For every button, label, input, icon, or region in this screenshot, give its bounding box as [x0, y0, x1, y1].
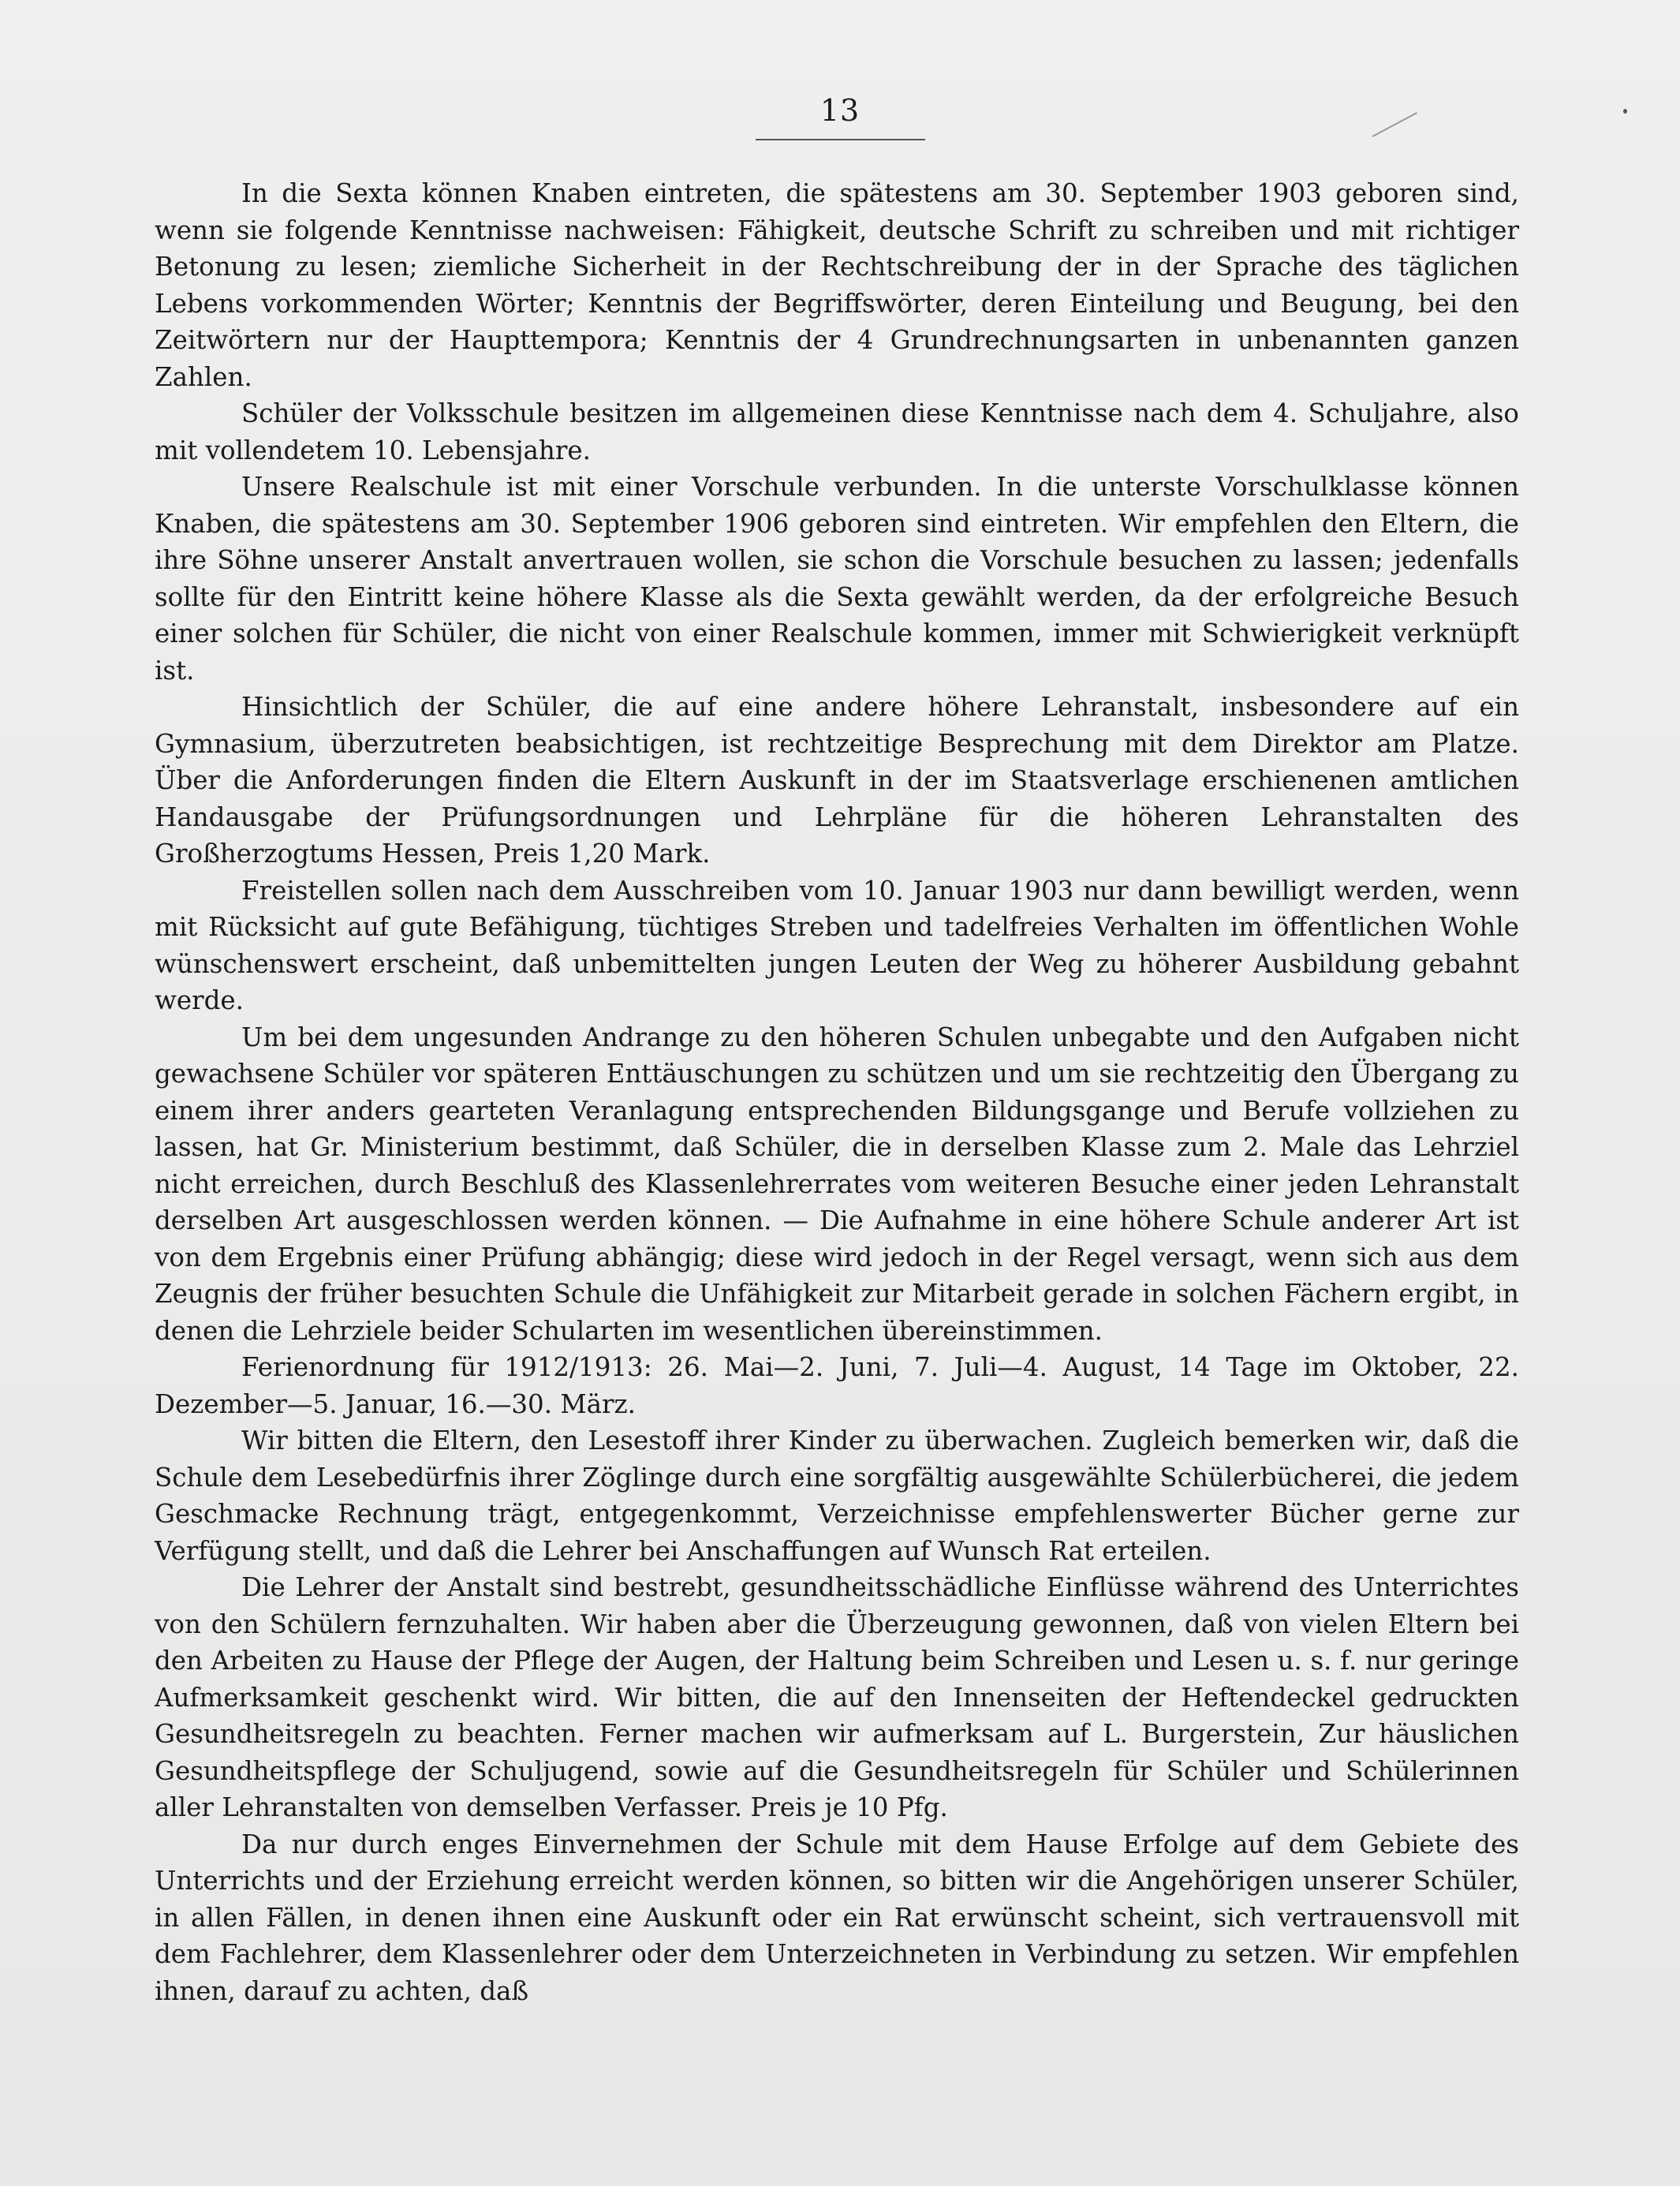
paragraph-gesundheit: Die Lehrer der Anstalt sind bestrebt, gesundheitsschädliche Einflüsse während des Unterrichtes von den Schülern fernzuhalten. Wir haben aber die Überzeugung gewonnen, daß von vielen Eltern bei den Arbeiten zu Hause der Pflege der Augen, der Haltung beim Schreiben und Lesen u. s. f. nur geringe Aufmerksamkeit geschenkt wird. Wir bitten, die auf den Innenseiten der Heftendeckel gedruckten Gesundheitsregeln zu beachten. Ferner machen wir aufmerksam auf L. Burgerstein, Zur häuslichen Gesundheitspflege der Schuljugend, sowie auf die Gesundheitsregeln für Schüler und Schülerinnen aller Lehranstalten von demselben Verfasser. Preis je 10 Pfg.	[155, 1572, 1519, 1822]
paragraph-vorschule: Unsere Realschule ist mit einer Vorschule verbunden. In die unterste Vorschulklasse können Knaben, die spätestens am 30. September 1906 geboren sind eintreten. Wir empfehlen den Eltern, die ihre Söhne unserer Anstalt anvertrauen wollen, sie schon die Vorschule besuchen zu lassen; jedenfalls sollte für den Eintritt keine höhere Klasse als die Sexta gewählt werden, da der erfolgreiche Besuch einer solchen für Schüler, die nicht von einer Realschule kommen, immer mit Schwierigkeit verknüpft ist.	[155, 472, 1519, 686]
paragraph-volksschule: Schüler der Volksschule besitzen im allgemeinen diese Kenntnisse nach dem 4. Schuljahre, also mit vollendetem 10. Lebensjahre.	[155, 398, 1519, 465]
header-rule	[756, 139, 925, 140]
page-number: 13	[819, 93, 861, 128]
paragraph-lesestoff: Wir bitten die Eltern, den Lesestoff ihrer Kinder zu überwachen. Zugleich bemerken wir, daß die Schule dem Lesebedürfnis ihrer Zöglinge durch eine sorgfältig ausgewählte Schülerbücherei, die jedem Geschmacke Rechnung trägt, entgegenkommt, Verzeichnisse empfehlenswerter Bücher gerne zur Verfügung stellt, und daß die Lehrer bei Anschaffungen auf Wunsch Rat erteilen.	[155, 1426, 1519, 1566]
paragraph-andrang: Um bei dem ungesunden Andrange zu den höheren Schulen unbegabte und den Aufgaben nicht gewachsene Schüler vor späteren Enttäuschungen zu schützen und um sie rechtzeitig den Übergang zu einem ihrer anders gearteten Veranlagung entsprechenden Bildungsgange und Berufe vollziehen zu lassen, hat Gr. Ministerium bestimmt, daß Schüler, die in derselben Klasse zum 2. Male das Lehrziel nicht erreichen, durch Beschluß des Klassenlehrerrates vom weiteren Besuche einer jeden Lehranstalt derselben Art ausgeschlossen werden können. — Die Aufnahme in eine höhere Schule anderer Art ist von dem Ergebnis einer Prüfung abhängig; diese wird jedoch in der Regel versagt, wenn sich aus dem Zeugnis der früher besuchten Schule die Unfähigkeit zur Mitarbeit gerade in solchen Fächern ergibt, in denen die Lehrziele beider Schularten im wesentlichen übereinstimmen.	[155, 1022, 1519, 1346]
paper-speck	[1623, 109, 1627, 114]
paragraph-freistellen: Freistellen sollen nach dem Ausschreiben vom 10. Januar 1903 nur dann bewilligt werden, wenn mit Rücksicht auf gute Befähigung, tüchtiges Streben und tadelfreies Verhalten im öffentlichen Wohle wünschenswert erscheint, daß unbemittelten jungen Leuten der Weg zu höherer Ausbildung gebahnt werde.	[155, 875, 1519, 1015]
paragraph-ferienordnung: Ferienordnung für 1912/1913: 26. Mai—2. Juni, 7. Juli—4. August, 14 Tage im Oktober, 22. Dezember—5. Januar, 16.—30. März.	[155, 1352, 1519, 1419]
paragraph-admission-sexta: In die Sexta können Knaben eintreten, die spätestens am 30. September 1903 geboren sind, wenn sie folgende Kenntnisse nachweisen: Fähigkeit, deutsche Schrift zu schreiben und mit richtiger Betonung zu lesen; ziemliche Sicherheit in der Rechtschreibung der in der Sprache des täglichen Lebens vorkommenden Wörter; Kenntnis der Begriffswörter, deren Einteilung und Beugung, bei den Zeitwörtern nur der Haupttempora; Kenntnis der 4 Grundrechnungsarten in unbenannten ganzen Zahlen.	[155, 178, 1519, 392]
paragraph-transfer: Hinsichtlich der Schüler, die auf eine andere höhere Lehranstalt, insbesondere auf ein Gymnasium, überzutreten beabsichtigen, ist rechtzeitige Besprechung mit dem Direktor am Platze. Über die Anforderungen finden die Eltern Auskunft in der im Staatsverlage erschienenen amtlichen Handausgabe der Prüfungsordnungen und Lehrpläne für die höheren Lehranstalten des Großherzogtums Hessen, Preis 1,20 Mark.	[155, 692, 1519, 869]
body-text	[155, 175, 1519, 2009]
paragraph-einvernehmen: Da nur durch enges Einvernehmen der Schule mit dem Hause Erfolge auf dem Gebiete des Unterrichts und der Erziehung erreicht werden können, so bitten wir die Angehörigen unserer Schüler, in allen Fällen, in denen ihnen eine Auskunft oder ein Rat erwünscht scheint, sich vertrauensvoll mit dem Fachlehrer, dem Klassenlehrer oder dem Unterzeichneten in Verbindung zu setzen. Wir empfehlen ihnen, darauf zu achten, daß	[155, 1829, 1519, 2006]
